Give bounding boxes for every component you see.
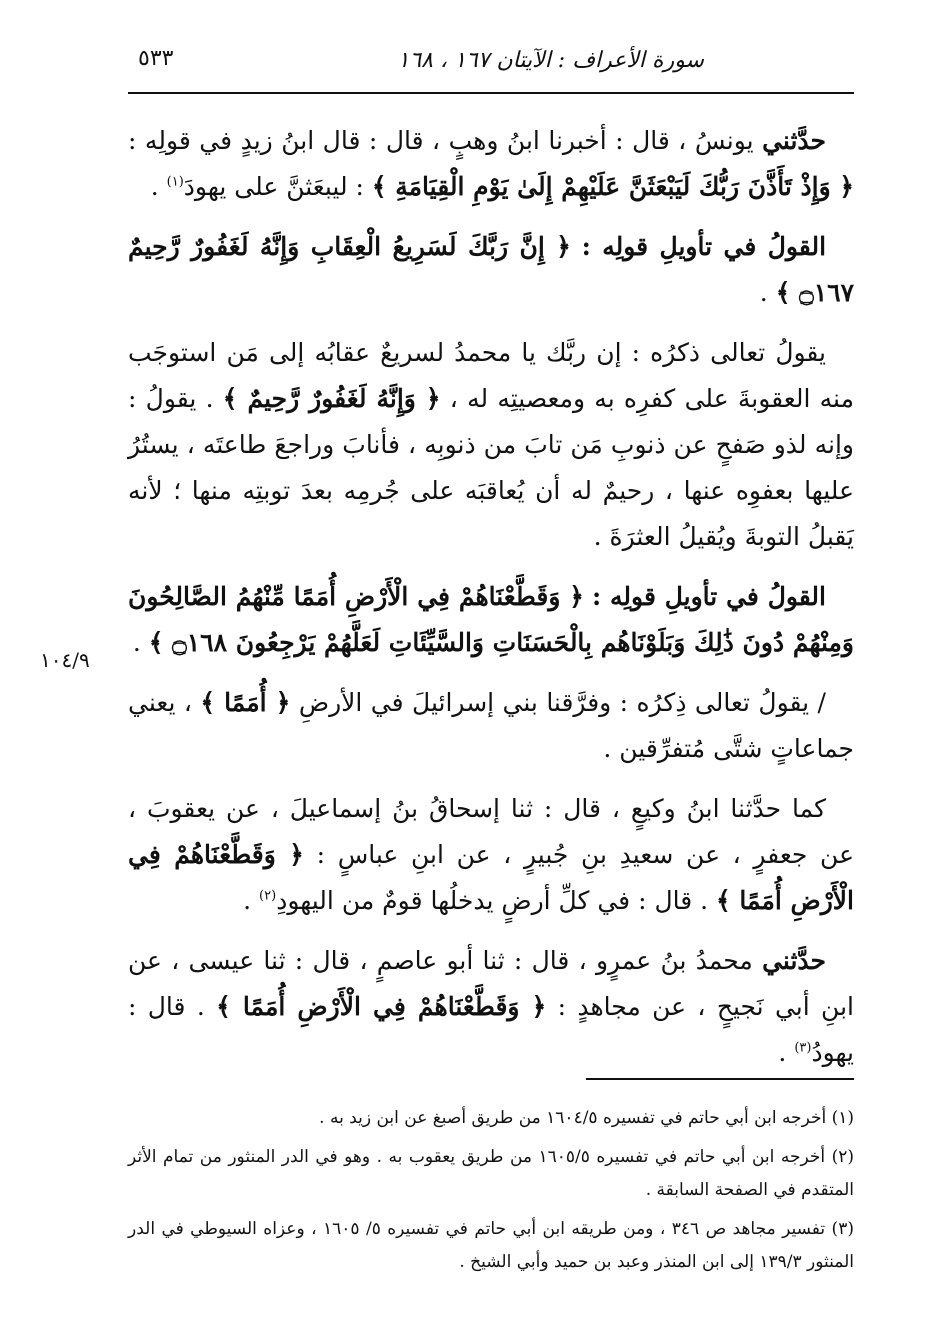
footnote-marker: (٢) [259,888,277,904]
footnote-2: (٢) أخرجه ابن أبي حاتم في تفسيره ١٦٠٥/٥ من طريق يعقوب به . وهو في الدر المنثور من تمام الأثر المتقدم في الصفحة السابقة . [128,1147,854,1200]
paragraph-text [584,582,592,611]
paragraph-4 [128,574,854,666]
paragraph-2 [128,224,854,316]
page-number: ٥٣٣ [138,46,174,71]
paragraph-lead: القولُ في تأويلِ قولِه : [591,582,826,611]
paragraph-tail: . [759,278,776,307]
paragraph-text: / يقولُ تعالى ذِكرُه : وفرَّقنا بني إسرائيلَ في الأرضِ [290,688,826,717]
paragraph-7 [128,938,854,1076]
paragraph-text [571,232,582,261]
footnote-separator [586,1078,854,1080]
quran-verse: ﴿ وَقَطَّعْنَاهُمْ فِي الْأَرْضِ أُمَمًا ﴾ [128,840,854,915]
main-text [128,118,854,1090]
paragraph-tail: . [132,628,149,657]
paragraph-end: . [243,886,260,915]
quran-verse: ﴿ وَإِذْ تَأَذَّنَ رَبُّكَ لَيَبْعَثَنَّ عَلَيْهِمْ إِلَىٰ يَوْمِ الْقِيَامَةِ ﴾ [371,172,854,201]
quran-verse: ﴿ وَإِنَّهُ لَغَفُورٌ رَّحِيمٌ ﴾ [222,384,441,413]
paragraph-1 [128,118,854,210]
paragraph-end: . [150,172,167,201]
paragraph-6 [128,786,854,924]
footnote-marker: (١) [166,174,184,190]
paragraph-tail: . يقولُ : وإنه لذو صَفحٍ عن ذنوبِ مَن تابَ من ذنوبِه ، فأنابَ وراجعَ طاعتَه ، يستُرُ عليها بعفوِه عنها ، رحيمٌ له أن يُعاقبَه على جُرمِه بعدَ توبتِه منها ؛ لأنه يَقبلُ التوبةَ ويُقيلُ العثرَةَ . [128,384,854,551]
paragraph-tail: . قال : يهودُ [128,992,854,1067]
paragraph-text: يقولُ تعالى ذكرُه : إن ربَّك يا محمدُ لسريعٌ عقابُه إلى مَن استوجَب منه العقوبةَ على كفرِه به ومعصيتِه له ، [128,338,854,413]
paragraph-3 [128,330,854,560]
header-rule [128,92,854,94]
footnote-marker: (٣) [794,1040,812,1056]
paragraph-text: كما حدَّثنا ابنُ وكيعٍ ، قال : ثنا إسحاقُ بنُ إسماعيلَ ، عن يعقوبَ ، عن جعفرٍ ، عن سعيدِ بنِ جُبيرٍ ، عن ابنِ عباسٍ : [128,794,855,869]
page-header [128,42,854,88]
footnotes [128,1102,854,1285]
paragraph-5 [128,680,854,772]
paragraph-lead: القولُ في تأويلِ قولِه : [581,232,827,261]
quran-verse: ﴿ إِنَّ رَبَّكَ لَسَرِيعُ الْعِقَابِ وَإِنَّهُ لَغَفُورٌ رَّحِيمٌ ۝١٦٧ ﴾ [128,232,854,307]
paragraph-lead: حدَّثني [762,126,826,155]
quran-verse: ﴿ وَقَطَّعْنَاهُمْ فِي الْأَرْضِ أُمَمًا مِّنْهُمُ الصَّالِحُونَ وَمِنْهُمْ دُونَ ذَٰلِكَ وَبَلَوْنَاهُم بِالْحَسَنَاتِ وَالسَّيِّئَاتِ لَعَلَّهُمْ يَرْجِعُونَ ۝١٦٨ ﴾ [128,582,854,657]
paragraph-tail: : ليبعَثنَّ على يهودَ [183,172,372,201]
footnote-3: (٣) تفسير مجاهد ص ٣٤٦ ، ومن طريقه ابن أبي حاتم في تفسيره ٥/ ١٦٠٥ ، وعزاه السيوطي في الدر المنثور ١٣٩/٣ إلى ابن المنذر وعبد بن حميد وأبي الشيخ . [128,1219,854,1272]
paragraph-tail: ، يعني جماعاتٍ شتَّى مُتفرِّقين . [128,688,854,763]
paragraph-tail: . قال : في كلِّ أرضٍ يدخلُها قومٌ من اليهودِ [276,886,717,915]
margin-reference: ١٠٤/٩ [40,648,90,672]
running-title: سورة الأعراف : الآيتان ١٦٧ ، ١٦٨ [397,48,704,73]
quran-verse: ﴿ أُمَمًا ﴾ [200,688,291,717]
footnote-1: (١) أخرجه ابن أبي حاتم في تفسيره ١٦٠٤/٥ من طريق أصبغ عن ابن زيد به . [319,1108,854,1128]
paragraph-text: يونسُ ، قال : أخبرنا ابنُ وهبٍ ، قال : قال ابنُ زيدٍ في قولِه : [128,126,763,155]
paragraph-end: . [778,1038,795,1067]
paragraph-lead: حدَّثني [762,946,826,975]
quran-verse: ﴿ وَقَطَّعْنَاهُمْ فِي الْأَرْضِ أُمَمًا ﴾ [216,992,547,1021]
paragraph-text: محمدُ بنُ عمرٍو ، قال : ثنا أبو عاصمٍ ، قال : ثنا عيسى ، عن ابنِ أبي نَجيحٍ ، عن مجاهدٍ : [128,946,854,1021]
